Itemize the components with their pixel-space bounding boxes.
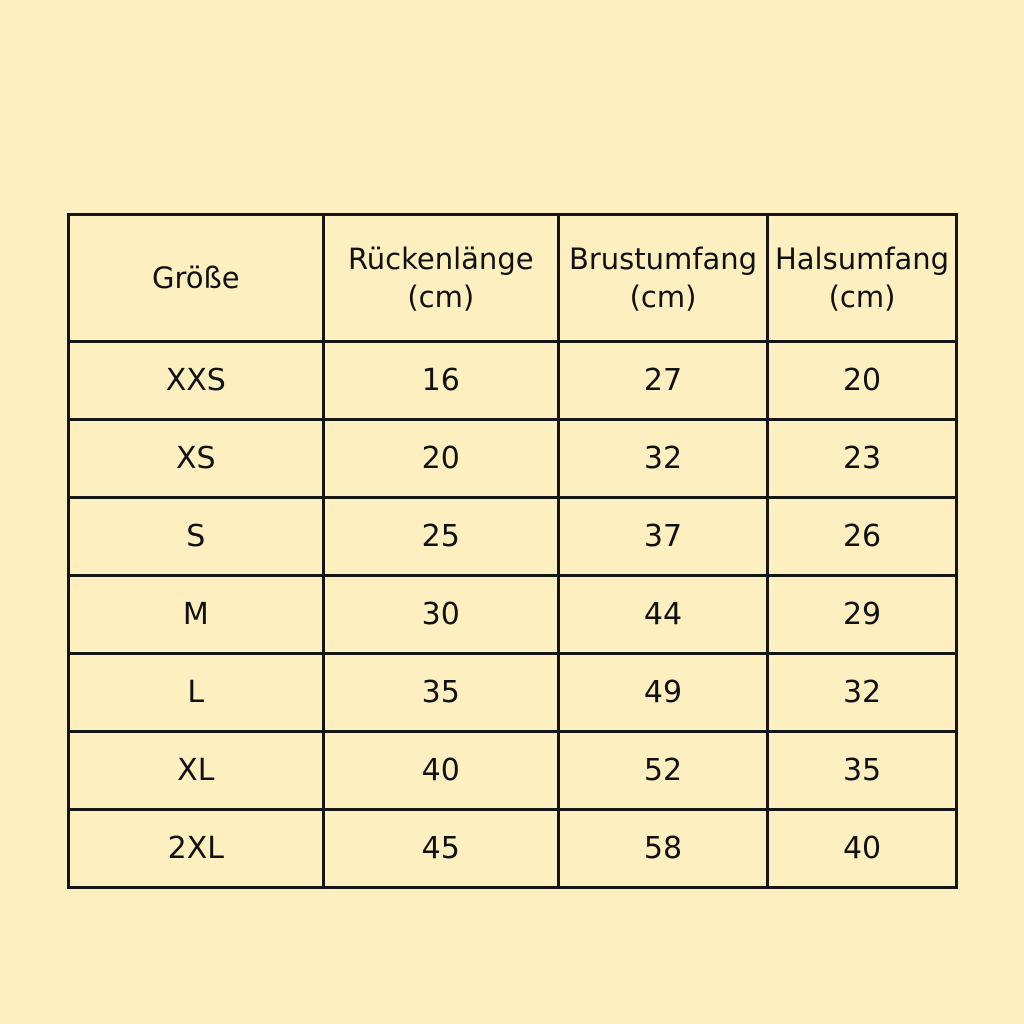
- cell-back-length: 20: [323, 420, 558, 498]
- header-chest: [558, 215, 767, 342]
- header-neck-unit: (cm): [828, 280, 896, 314]
- cell-chest: 37: [558, 498, 767, 576]
- cell-back-length: 25: [323, 498, 558, 576]
- table-body: [69, 342, 957, 888]
- cell-size: M: [69, 576, 324, 654]
- cell-back-length: 40: [323, 732, 558, 810]
- cell-neck: 23: [768, 420, 957, 498]
- header-chest-unit: (cm): [629, 280, 697, 314]
- header-chest-label: Brustumfang: [568, 242, 758, 276]
- table-row: [69, 576, 957, 654]
- header-size: [69, 215, 324, 342]
- cell-size: S: [69, 498, 324, 576]
- cell-neck: 35: [768, 732, 957, 810]
- table-row: [69, 342, 957, 420]
- table-header: [69, 215, 957, 342]
- table-row: [69, 420, 957, 498]
- cell-chest: 49: [558, 654, 767, 732]
- cell-neck: 20: [768, 342, 957, 420]
- cell-neck: 26: [768, 498, 957, 576]
- cell-size: 2XL: [69, 810, 324, 888]
- header-back-length: [323, 215, 558, 342]
- cell-back-length: 16: [323, 342, 558, 420]
- cell-size: L: [69, 654, 324, 732]
- cell-size: XS: [69, 420, 324, 498]
- table-row: [69, 732, 957, 810]
- table-row: [69, 810, 957, 888]
- header-neck-label: Halsumfang: [774, 242, 950, 276]
- cell-chest: 44: [558, 576, 767, 654]
- cell-size: XL: [69, 732, 324, 810]
- table-row: [69, 498, 957, 576]
- cell-chest: 58: [558, 810, 767, 888]
- header-back-length-label: Rückenlänge: [347, 242, 534, 276]
- header-row: [69, 215, 957, 342]
- cell-size: XXS: [69, 342, 324, 420]
- cell-back-length: 45: [323, 810, 558, 888]
- cell-neck: 32: [768, 654, 957, 732]
- header-back-length-unit: (cm): [407, 280, 475, 314]
- cell-neck: 40: [768, 810, 957, 888]
- cell-back-length: 30: [323, 576, 558, 654]
- cell-chest: 32: [558, 420, 767, 498]
- header-size-label: Größe: [151, 261, 240, 295]
- cell-chest: 52: [558, 732, 767, 810]
- size-chart-table: [67, 213, 958, 889]
- cell-back-length: 35: [323, 654, 558, 732]
- header-neck: [768, 215, 957, 342]
- cell-chest: 27: [558, 342, 767, 420]
- cell-neck: 29: [768, 576, 957, 654]
- table-row: [69, 654, 957, 732]
